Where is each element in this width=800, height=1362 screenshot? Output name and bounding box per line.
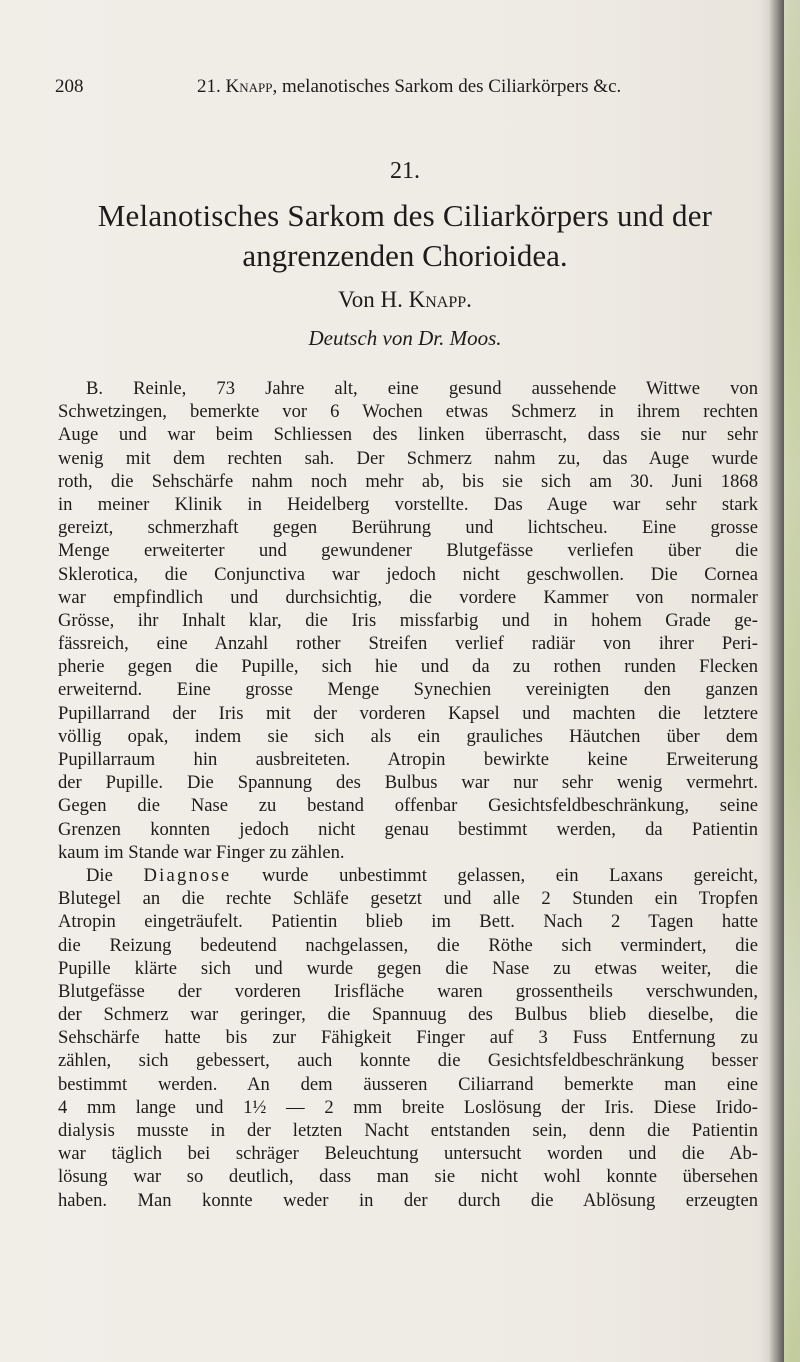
body-text — [58, 377, 758, 1212]
text-line: völlig opak, indem sie sich als ein grauliches Häutchen über dem — [58, 725, 758, 747]
text-line: roth, die Sehschärfe nahm noch mehr ab, bis sie sich am 30. Juni 1868 — [58, 470, 758, 492]
author-prefix: Von H. — [338, 287, 409, 312]
text-line: Schwetzingen, bemerkte vor 6 Wochen etwas Schmerz in ihrem rechten — [58, 401, 758, 423]
page-number: 208 — [55, 76, 84, 97]
text-line-diagnose — [58, 864, 758, 887]
author-line — [0, 287, 800, 313]
text-line: kaum im Stande war Finger zu zählen. — [58, 841, 345, 863]
running-title-rest: , melanotisches Sarkom des Ciliarkörpers &c. — [272, 76, 622, 97]
text-line: pherie gegen die Pupille, sich hie und da zu rothen runden Flecken — [58, 656, 758, 678]
diagnose-rest: wurde unbestimmt gelassen, ein Laxans gereicht, — [231, 864, 758, 886]
text-line: Sehschärfe hatte bis zur Fähigkeit Finger auf 3 Fuss Entfernung zu — [58, 1027, 758, 1049]
text-line: B. Reinle, 73 Jahre alt, eine gesund aussehende Wittwe von — [86, 378, 758, 399]
running-header — [55, 76, 755, 106]
running-title — [197, 76, 621, 98]
text-line: der Pupille. Die Spannung des Bulbus war nur sehr wenig vermehrt. — [58, 772, 758, 794]
text-line: Pupille klärte sich und wurde gegen die Nase zu etwas weiter, die — [58, 957, 758, 979]
text-line: Blutgefässe der vorderen Irisfläche waren grossentheils verschwunden, — [58, 980, 758, 1002]
translator-line: Deutsch von Dr. Moos. — [308, 326, 502, 350]
author-name: Knapp. — [408, 287, 472, 312]
text-line: Blutegel an die rechte Schläfe gesetzt und alle 2 Stunden ein Tropfen — [58, 888, 758, 910]
text-line: haben. Man konnte weder in der durch die Ablösung erzeugten — [58, 1189, 758, 1211]
chapter-number: 21. — [390, 158, 420, 184]
text-line: fässreich, eine Anzahl rother Streifen verlief radiär von ihrer Peri- — [58, 633, 758, 655]
text-line: die Reizung bedeutend nachgelassen, die Röthe sich vermindert, die — [58, 934, 758, 956]
text-line: in meiner Klinik in Heidelberg vorstellte. Das Auge war sehr stark — [58, 493, 758, 515]
running-title-author: Knapp — [225, 76, 273, 97]
chapter-title-line-2: angrenzenden Chorioidea. — [242, 238, 568, 273]
text-line: war empfindlich und durchsichtig, die vordere Kammer von normaler — [58, 586, 758, 608]
text-line: Gegen die Nase zu bestand offenbar Gesichtsfeldbeschränkung, seine — [58, 795, 758, 817]
text-line: Atropin eingeträufelt. Patientin blieb im Bett. Nach 2 Tagen hatte — [58, 911, 758, 933]
text-line: Grösse, ihr Inhalt klar, die Iris missfarbig und in hohem Grade ge- — [58, 609, 758, 631]
text-line: Menge erweiterter und gewundener Blutgefässe verliefen über die — [58, 540, 758, 562]
text-line: war täglich bei schräger Beleuchtung untersucht worden und die Ab- — [58, 1143, 758, 1165]
text-line: lösung war so deutlich, dass man sie nicht wohl konnte übersehen — [58, 1166, 758, 1188]
diagnose-word: Diagnose — [143, 864, 232, 886]
text-line: der Schmerz war geringer, die Spannuug des Bulbus blieb dieselbe, die — [58, 1004, 758, 1026]
text-line: Sklerotica, die Conjunctiva war jedoch nicht geschwollen. Die Cornea — [58, 563, 758, 585]
chapter-title-line-1: Melanotisches Sarkom des Ciliarkörpers und der — [97, 198, 713, 233]
text-line: zählen, sich gebessert, auch konnte die Gesichtsfeldbeschränkung besser — [58, 1050, 758, 1072]
running-title-prefix: 21. — [197, 76, 226, 97]
text-line: bestimmt werden. An dem äusseren Ciliarrand bemerkte man eine — [58, 1073, 758, 1095]
text-line: Auge und war beim Schliessen des linken überrascht, dass sie nur sehr — [58, 424, 758, 446]
text-line: dialysis musste in der letzten Nacht entstanden sein, denn die Patientin — [58, 1120, 758, 1141]
text-line: Pupillarrand der Iris mit der vorderen Kapsel und machten die letztere — [58, 702, 758, 724]
text-line: gereizt, schmerzhaft gegen Berührung und lichtscheu. Eine grosse — [58, 517, 758, 539]
text-line: wenig mit dem rechten sah. Der Schmerz nahm zu, das Auge wurde — [58, 447, 758, 469]
text-line: 4 mm lange und 1½ — 2 mm breite Loslösung der Iris. Diese Irido- — [58, 1096, 758, 1118]
diagnose-prefix: Die — [86, 864, 144, 886]
text-line: erweiternd. Eine grosse Menge Synechien vereinigten den ganzen — [58, 679, 758, 701]
text-line: Pupillarraum hin ausbreiteten. Atropin bewirkte keine Erweiterung — [58, 749, 758, 770]
text-line: Grenzen konnten jedoch nicht genau bestimmt werden, da Patientin — [58, 818, 758, 840]
